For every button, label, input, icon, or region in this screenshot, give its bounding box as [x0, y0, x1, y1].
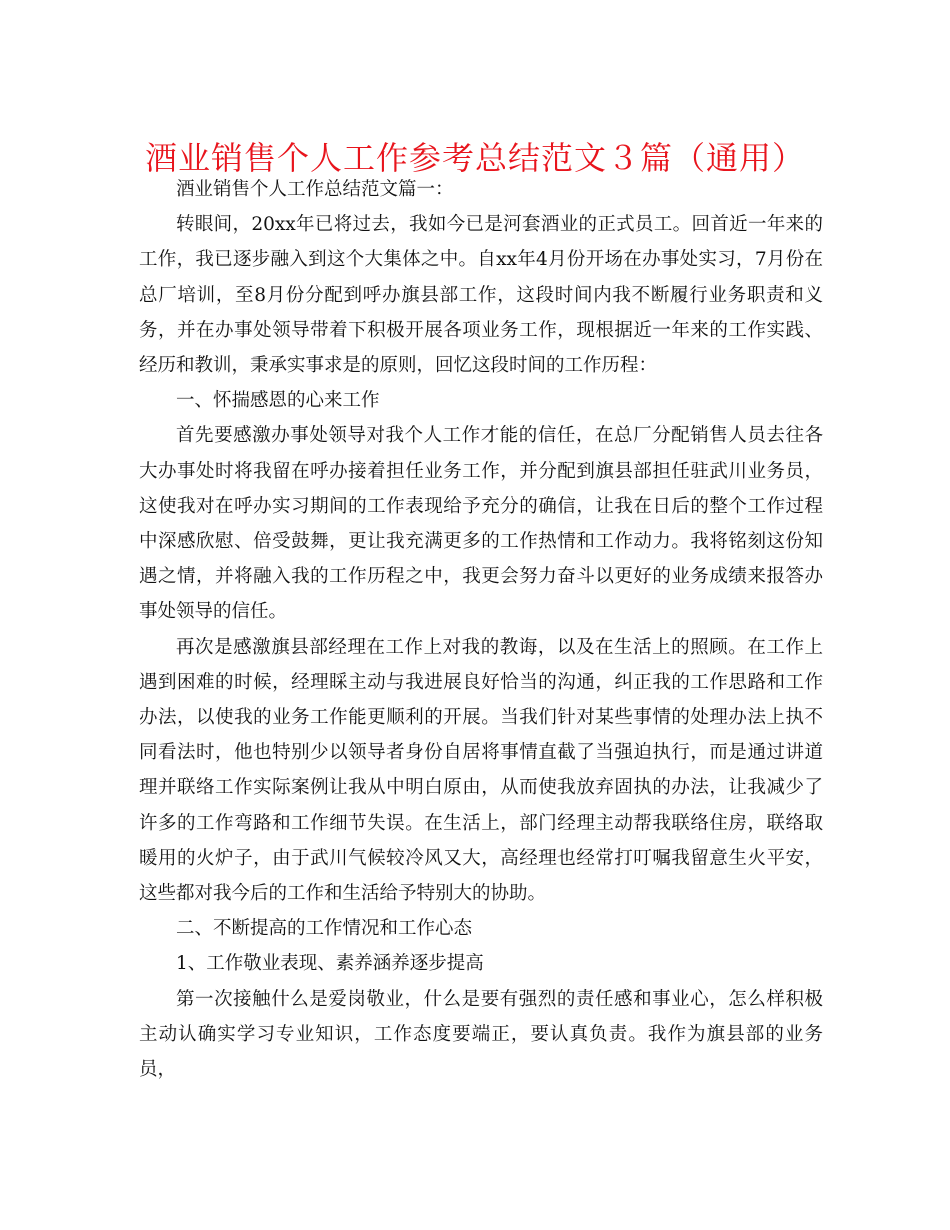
paragraph: 首先要感激办事处领导对我个人工作才能的信任，在总厂分配销售人员去往各大办事处时将我留在呼办接着担任业务工作，并分配到旗县部担任驻武川业务员，这使我对在呼办实习期间的工作表现给予充分的确信，让我在日后的整个工作过程中深感欣慰、倍受鼓舞，更让我充满更多的工作热情和工作动力。我将铭刻这份知遇之情，并将融入我的工作历程之中，我更会努力奋斗以更好的业务成绩来报答办事处领导的信任。	[139, 425, 823, 623]
subsection-heading: 1、工作敬业表现、素养涵养逐步提高	[176, 953, 484, 975]
paragraph: 第一次接触什么是爱岗敬业，什么是要有强烈的责任感和事业心，怎么样积极主动认确实学习专业知识，工作态度要端正，要认真负责。我作为旗县部的业务员，	[139, 988, 823, 1081]
section-heading: 二、不断提高的工作情况和工作心态	[176, 918, 473, 940]
section-heading: 一、怀揣感恩的心来工作	[176, 390, 380, 412]
paragraph: 转眼间，20xx年已将过去，我如今已是河套酒业的正式员工。回首近一年来的工作，我已逐步融入到这个大集体之中。自xx年4月份开场在办事处实习，7月份在总厂培训，至8月份分配到呼办旗县部工作，这段时间内我不断履行业务职责和义务，并在办事处领导带着下积极开展各项业务工作，现根据近一年来的工作实践、经历和教训，秉承实事求是的原则，回忆这段时间的工作历程：	[139, 214, 823, 377]
document-body	[139, 172, 823, 1087]
document-title: 酒业销售个人工作参考总结范文３篇（通用）	[144, 139, 805, 177]
paragraph: 再次是感激旗县部经理在工作上对我的教诲，以及在生活上的照顾。在工作上遇到困难的时候，经理睬主动与我进展良好恰当的沟通，纠正我的工作思路和工作办法，以使我的业务工作能更顺利的开展。当我们针对某些事情的处理办法上执不同看法时，他也特别少以领导者身份自居将事情直截了当强迫执行，而是通过讲道理并联络工作实际案例让我从中明白原由，从而使我放弃固执的办法，让我减少了许多的工作弯路和工作细节失误。在生活上，部门经理主动帮我联络住房，联络取暖用的火炉子，由于武川气候较冷风又大，高经理也经常打叮嘱我留意生火平安，这些都对我今后的工作和生活给予特别大的协助。	[139, 636, 823, 905]
paragraph: 酒业销售个人工作总结范文篇一：	[176, 179, 454, 200]
